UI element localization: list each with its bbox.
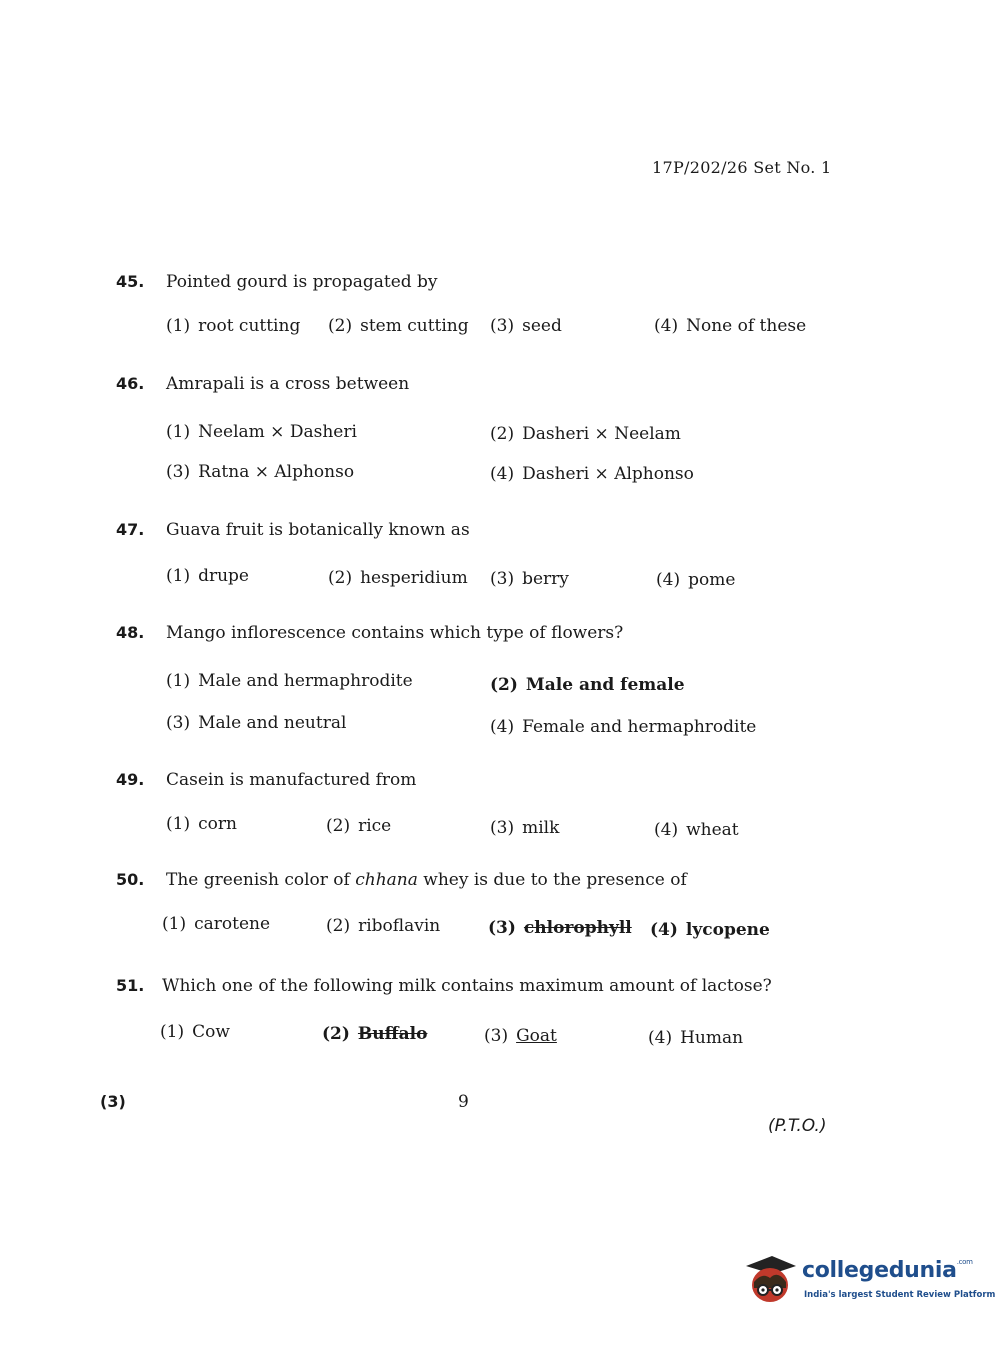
option-4: (4) None of these (654, 316, 807, 336)
question-51 (116, 976, 836, 1062)
question-number: 46. (116, 374, 145, 393)
question-text: Amrapali is a cross between (166, 374, 410, 394)
question-text: Guava fruit is botanically known as (166, 520, 470, 540)
question-number: 51. (116, 976, 145, 995)
option-1: (1) carotene (162, 914, 271, 934)
question-46 (116, 374, 836, 506)
question-number: 49. (116, 770, 145, 789)
option-3: (3) milk (490, 818, 560, 838)
option-4: (4) pome (656, 570, 736, 590)
question-48 (116, 623, 836, 755)
option-3: (3) Male and neutral (166, 713, 347, 733)
option-3: (3) Goat (484, 1026, 557, 1046)
option-2: (2) Buffalo (322, 1024, 428, 1044)
option-3: (3) Ratna × Alphonso (166, 462, 355, 482)
option-1: (1) Neelam × Dasheri (166, 422, 357, 442)
option-4: (4) wheat (654, 820, 739, 840)
option-2: (2) hesperidium (328, 568, 468, 588)
set-code: 17P/202/26 Set No. 1 (652, 158, 832, 177)
option-1: (1) Male and hermaphrodite (166, 671, 413, 691)
brand-suffix: .com (956, 1258, 973, 1266)
question-50 (116, 870, 836, 954)
option-1: (1) drupe (166, 566, 249, 586)
option-4: (4) lycopene (650, 920, 770, 940)
mascot-logo-icon (742, 1252, 798, 1308)
collegedunia-watermark (742, 1250, 996, 1314)
brand-name: collegedunia (802, 1258, 957, 1283)
brand-tagline: India's largest Student Review Platform (804, 1290, 996, 1300)
page-number: 9 (458, 1092, 469, 1112)
question-47 (116, 520, 836, 606)
option-2: (2) Male and female (490, 675, 685, 695)
question-text: Which one of the following milk contains maximum amount of lactose? (162, 976, 772, 996)
question-49 (116, 770, 836, 854)
question-45 (116, 272, 836, 356)
option-3: (3) berry (490, 569, 569, 589)
option-3: (3) chlorophyll (488, 918, 632, 938)
question-number: 48. (116, 623, 145, 642)
option-1: (1) corn (166, 814, 237, 834)
question-text: Pointed gourd is propagated by (166, 272, 438, 292)
section-marker: (3) (100, 1092, 126, 1111)
option-4: (4) Human (648, 1028, 744, 1048)
option-3: (3) seed (490, 316, 562, 336)
question-number: 47. (116, 520, 145, 539)
option-4: (4) Female and hermaphrodite (490, 717, 757, 737)
option-1: (1) root cutting (166, 316, 301, 336)
question-number: 50. (116, 870, 145, 889)
option-2: (2) Dasheri × Neelam (490, 424, 681, 444)
option-1: (1) Cow (160, 1022, 230, 1042)
question-text: Mango inflorescence contains which type of flowers? (166, 623, 624, 643)
option-2: (2) rice (326, 816, 392, 836)
question-text: The greenish color of chhana whey is due to the presence of (166, 870, 687, 890)
option-2: (2) riboflavin (326, 916, 441, 936)
option-4: (4) Dasheri × Alphonso (490, 464, 694, 484)
question-number: 45. (116, 272, 145, 291)
option-2: (2) stem cutting (328, 316, 469, 336)
pto-note: (P.T.O.) (768, 1116, 827, 1136)
question-text: Casein is manufactured from (166, 770, 417, 790)
